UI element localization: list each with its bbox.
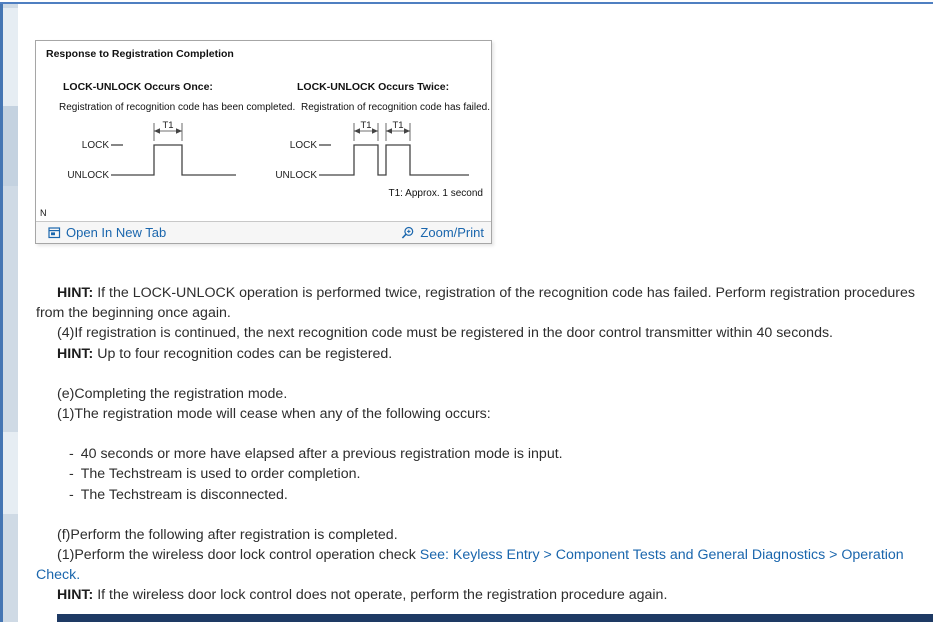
paragraph-step-f1 xyxy=(36,545,920,585)
bullet-dash: - xyxy=(69,466,74,483)
figure-corner-label: N xyxy=(40,208,47,218)
once-heading: LOCK-UNLOCK Occurs Once: xyxy=(63,81,213,93)
list-item xyxy=(69,464,920,484)
open-in-new-tab-icon xyxy=(48,226,61,239)
twice-description: Registration of recognition code has failed. xyxy=(301,102,491,113)
paragraph-step-f xyxy=(36,525,920,545)
bullet-dash: - xyxy=(69,446,74,463)
spacer xyxy=(36,424,920,444)
step-f-text: (f)Perform the following after registration is completed. xyxy=(57,526,398,543)
lock-label: LOCK xyxy=(81,140,109,151)
open-in-new-tab-label: Open In New Tab xyxy=(66,225,167,240)
list-item-text: The Techstream is disconnected. xyxy=(80,486,288,503)
hint-label: HINT: xyxy=(57,587,94,604)
list-item-text: The Techstream is used to order completion. xyxy=(80,466,361,483)
figure-panel xyxy=(35,40,492,244)
lock-unlock-twice-waveform xyxy=(274,117,479,187)
unlock-label: UNLOCK xyxy=(275,170,317,181)
paragraph-hint-1 xyxy=(36,283,920,323)
figure-title: Response to Registration Completion xyxy=(46,48,234,60)
hint-1-text: If the LOCK-UNLOCK operation is performed twice, registration of the recognition code has failed. Perform registration procedures from the beginning once again. xyxy=(36,285,915,322)
edge-strip-segment xyxy=(3,432,18,514)
list-item xyxy=(69,485,920,505)
edge-strip-segment xyxy=(3,106,18,186)
zoom-print-link[interactable] xyxy=(401,225,484,240)
bullet-dash: - xyxy=(69,486,74,503)
paragraph-step-e1 xyxy=(36,404,920,424)
list-item-text: 40 seconds or more have elapsed after a previous registration mode is input. xyxy=(80,446,563,463)
page-edge-strip xyxy=(0,4,18,622)
see-reference-link[interactable]: See: Keyless Entry > Component Tests and General Diagnostics > Operation Check. xyxy=(36,547,904,584)
paragraph-hint-3 xyxy=(36,585,920,605)
t1-label-second: T1 xyxy=(392,120,404,131)
hint-2-text: Up to four recognition codes can be registered. xyxy=(93,345,393,362)
paragraph-hint-2 xyxy=(36,344,920,364)
once-description: Registration of recognition code has been completed. xyxy=(59,102,296,113)
spacer xyxy=(36,505,920,525)
hint-label: HINT: xyxy=(57,285,94,301)
twice-heading: LOCK-UNLOCK Occurs Twice: xyxy=(297,81,450,93)
step-e-text: (e)Completing the registration mode. xyxy=(57,385,288,402)
hint-label: HINT: xyxy=(57,345,94,362)
paragraph-step-e xyxy=(36,384,920,404)
t1-approx-note: T1: Approx. 1 second xyxy=(388,188,483,199)
lock-label: LOCK xyxy=(289,140,317,151)
unlock-label: UNLOCK xyxy=(67,170,109,181)
lock-unlock-once-waveform xyxy=(66,117,251,187)
procedure-text xyxy=(36,283,920,606)
paragraph-step-4 xyxy=(36,323,920,343)
step-e1-text: (1)The registration mode will cease when any of the following occurs: xyxy=(57,406,491,423)
edge-strip-segment xyxy=(3,8,18,106)
figure-toolbar xyxy=(36,221,491,243)
spacer xyxy=(36,364,920,384)
step-f1-text: (1)Perform the wireless door lock control operation check xyxy=(57,547,420,564)
magnifier-icon xyxy=(401,226,415,240)
step-4-text: (4)If registration is continued, the next recognition code must be registered in the door control transmitter within 40 seconds. xyxy=(57,325,833,342)
list-item xyxy=(69,444,920,464)
zoom-print-label: Zoom/Print xyxy=(420,225,484,240)
t1-label: T1 xyxy=(162,120,174,131)
hint-3-text: If the wireless door lock control does not operate, perform the registration procedure again. xyxy=(93,587,668,604)
top-accent-line xyxy=(0,2,933,4)
signal-trace xyxy=(319,145,469,175)
bottom-window-edge xyxy=(57,614,933,622)
t1-label-first: T1 xyxy=(360,120,372,131)
open-in-new-tab-link[interactable] xyxy=(48,225,166,240)
signal-trace xyxy=(111,145,236,175)
